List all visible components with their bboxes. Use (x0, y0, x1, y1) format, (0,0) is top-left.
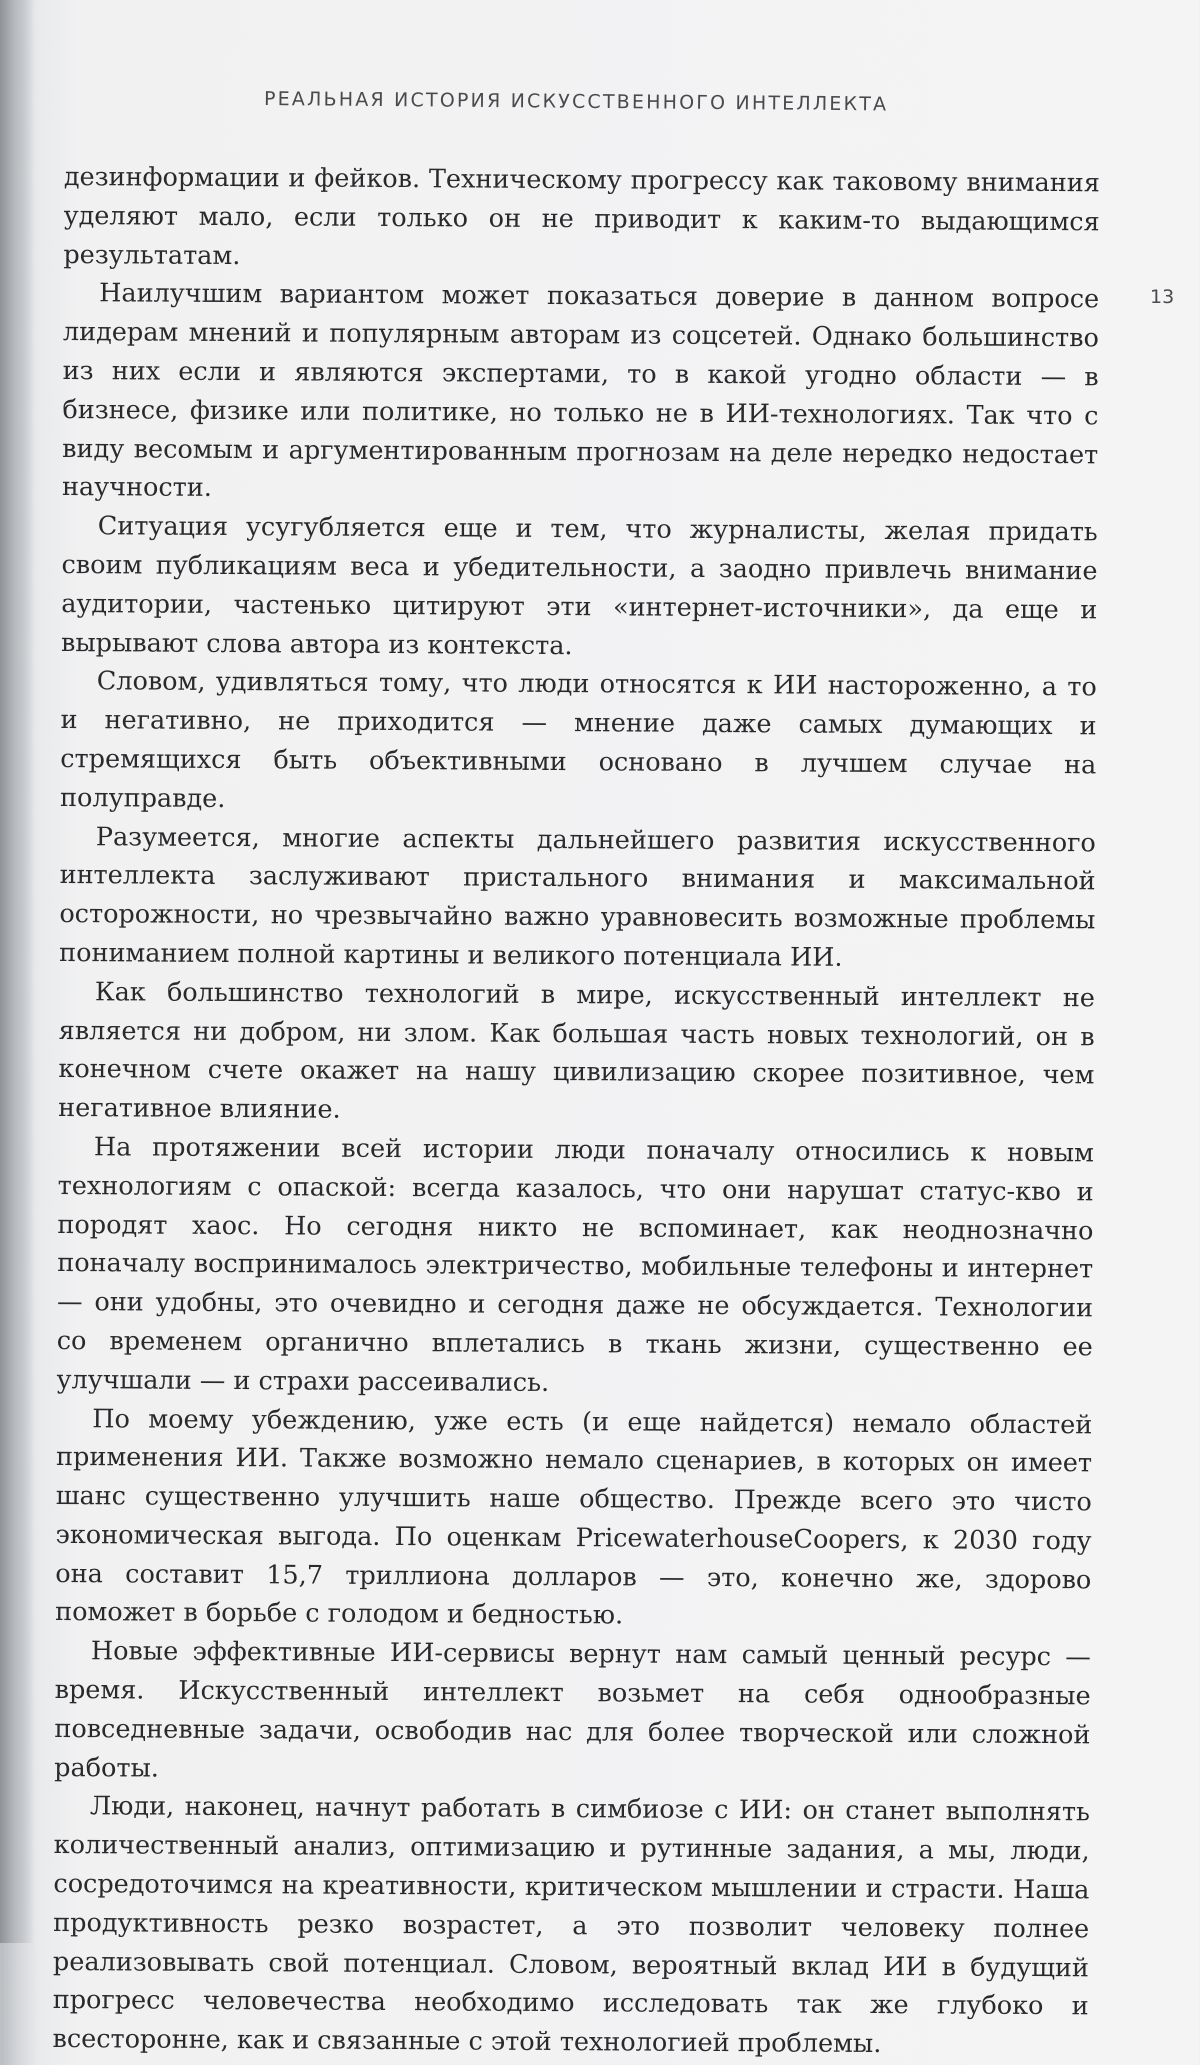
paragraph-4: Словом, удивляться тому, что люди относятся к ИИ настороженно, а то и негативно, не приходится — мнение даже самых думающих и стремящихся быть объективными основано в лучшем случае на полуправде. (60, 666, 1097, 814)
paragraph-3: Ситуация усугубляется еще и тем, что журналисты, желая придать своим публикациям веса и убедительности, а заодно привлечь внимание аудитории, частенько цитируют эти «интернет-источники», да еще и вырывают слова автора из контекста. (60, 511, 1098, 661)
paragraph-9: Новые эффективные ИИ-сервисы вернут нам самый ценный ресурс — время. Искусственный интеллект возьмет на себя однообразные повседневные задачи, освободив нас для более творческой или сложной работы. (54, 1636, 1091, 1784)
paragraph-7: На протяжении всей истории люди поначалу относились к новым технологиям с опаской: всегда казалось, что они нарушат статус-кво и породят хаос. Но сегодня никто не вспоминает, как неоднозначно поначалу воспринималось электричество, мобильные телефоны и интернет — они удобны, это очевидно и сегодня даже не обсуждается. Технологии со временем органично вплетались в ткань жизни, существенно ее улучшали — и страхи рассеивались. (56, 1132, 1095, 1398)
paragraph-6: Как большинство технологий в мире, искусственный интеллект не является ни добром, ни злом. Как большая часть новых технологий, он в конечном счете окажет на нашу цивилизацию скорее позитивное, чем негативное влияние. (58, 976, 1095, 1125)
paragraph-10: Люди, наконец, начнут работать в симбиозе с ИИ: он станет выполнять количественный анализ, оптимизацию и рутинные задания, а мы, люди, сосредоточимся на креативности, критическом мышлении и страсти. Наша продуктивность резко возрастет, а это позволит человеку полнее реализовывать свой потенциал. Словом, вероятный вклад ИИ в будущий прогресс человечества необходимо исследовать так же глубоко и всесторонне, как и связанные с этой технологией проблемы. (52, 1791, 1091, 2060)
paragraph-1: дезинформации и фейков. Техническому прогрессу как таковому внимания уделяют мало, если только он не приводит к каким-то выдающимся результатам. (63, 161, 1100, 271)
paragraph-5: Разумеется, многие аспекты дальнейшего развития искусственного интеллекта заслуживают пристального внимания и максимальной осторожности, но чрезвычайно важно уравновесить возможные проблемы пониманием полной картины и великого потенциала ИИ. (59, 821, 1096, 973)
page-number: 13 (1150, 286, 1175, 308)
paragraph-8: По моему убеждению, уже есть (и еще найдется) немало областей применения ИИ. Также возможно немало сценариев, в которых он имеет шанс существенно улучшить наше общество. Прежде всего это чисто экономическая выгода. По оценкам PricewaterhouseCoopers, к 2030 году она составит 15,7 триллиона долларов — это, конечно же, здорово поможет в борьбе с голодом и бедностью. (55, 1403, 1093, 1631)
paragraph-2: Наилучшим вариантом может показаться доверие в данном вопросе лидерам мнений и популярным авторам из соцсетей. Однако большинство из них если и являются экспертами, то в какой угодно области — в бизнесе, физике или политике, но только не в ИИ-технологиях. Так что с виду весомым и аргументированным прогнозам на деле нередко недостает научности. (61, 278, 1100, 504)
body-text (52, 158, 1100, 2065)
running-head: РЕАЛЬНАЯ ИСТОРИЯ ИСКУССТВЕННОГО ИНТЕЛЛЕКТА (263, 88, 889, 116)
